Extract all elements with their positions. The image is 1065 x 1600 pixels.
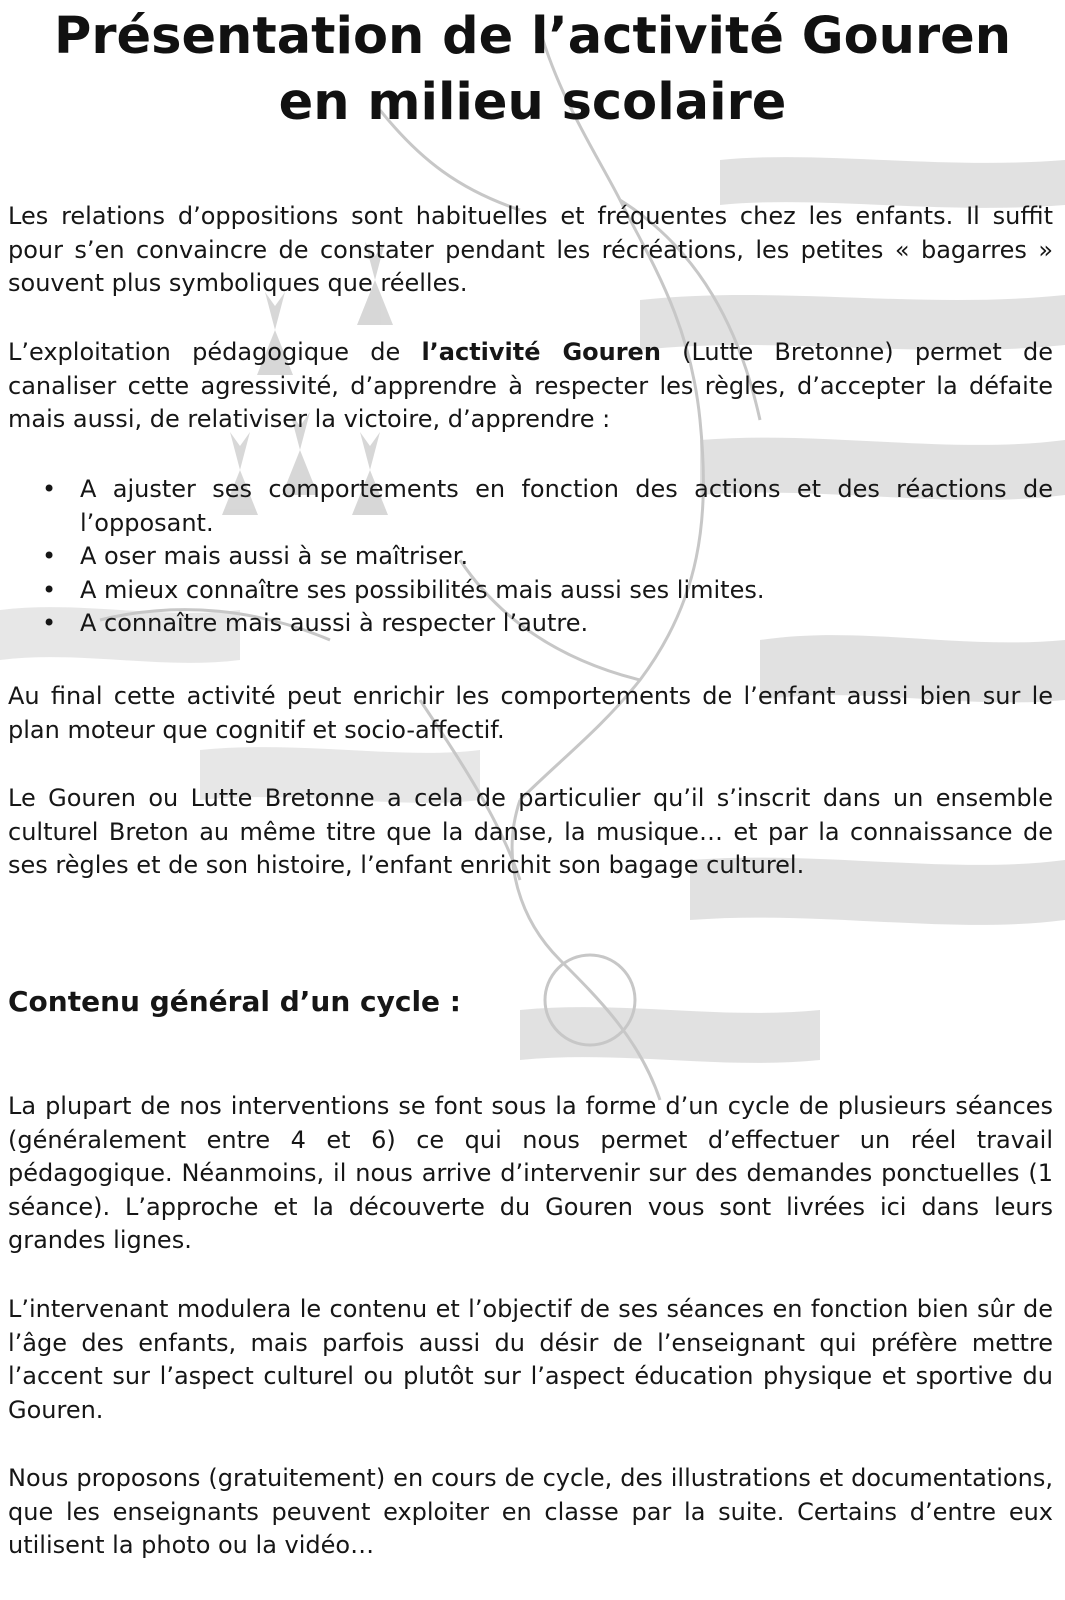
list-item-text: A connaître mais aussi à respecter l’autre. bbox=[80, 609, 589, 638]
bullet-marker: • bbox=[42, 475, 57, 503]
list-item bbox=[8, 607, 1053, 641]
activity-name-bold: l’activité Gouren bbox=[421, 338, 661, 366]
title-line-1: Présentation de l’activité Gouren bbox=[53, 7, 1012, 66]
list-item bbox=[8, 473, 1053, 540]
section-heading: Contenu général d’un cycle : bbox=[8, 985, 461, 1018]
learning-goals-list bbox=[8, 473, 1053, 641]
intro-paragraph: Les relations d’oppositions sont habituelles et fréquentes chez les enfants. Il suffit pour s’en convaincre de constater pendant les récréations, les petites « bagarres » souvent plus symboliques que réelles. bbox=[8, 202, 1053, 298]
culture-paragraph: Le Gouren ou Lutte Bretonne a cela de particulier qu’il s’inscrit dans un ensemble culturel Breton au même titre que la danse, la musique… et par la connaissance de ses règles et de son histoire, l’enfant enrichit son bagage culturel. bbox=[8, 784, 1053, 880]
bullet-marker: • bbox=[42, 609, 57, 638]
list-item-text: A mieux connaître ses possibilités mais aussi ses limites. bbox=[80, 575, 765, 604]
exploitation-text-start: L’exploitation pédagogique de bbox=[8, 338, 422, 366]
cycle-paragraph: La plupart de nos interventions se font sous la forme d’un cycle de plusieurs séances (généralement entre 4 et 6) ce qui nous permet d’effectuer un réel travail pédagogique. Néanmoins, il nous arrive d’intervenir sur des demandes ponctuelles (1 séance). L’approche et la découverte du Gouren vous sont livrées ici dans leurs grandes lignes. bbox=[8, 1092, 1053, 1255]
title-line-2: en milieu scolaire bbox=[278, 73, 787, 132]
list-item-text: A oser mais aussi à se maîtriser. bbox=[80, 542, 469, 571]
list-item-text: A ajuster ses comportements en fonction des actions et des réactions de l’opposant. bbox=[80, 475, 1053, 537]
exploitation-text-end: (Lutte Bretonne) permet de canaliser cette agressivité, d’apprendre à respecter les règles, d’accepter la défaite mais aussi, de relativiser la victoire, d’apprendre : bbox=[8, 338, 1054, 434]
document-title bbox=[0, 4, 1065, 136]
list-item bbox=[8, 540, 1053, 574]
list-item bbox=[8, 574, 1053, 608]
intervenant-paragraph: L’intervenant modulera le contenu et l’objectif de ses séances en fonction bien sûr de l’âge des enfants, mais parfois aussi du désir de l’enseignant qui préfère mettre l’accent sur l’aspect culturel ou plutôt sur l’aspect éducation physique et sportive du Gouren. bbox=[8, 1295, 1053, 1424]
bullet-marker: • bbox=[42, 542, 57, 571]
final-paragraph: Au final cette activité peut enrichir les comportements de l’enfant aussi bien sur le plan moteur que cognitif et socio-affectif. bbox=[8, 682, 1053, 744]
proposals-paragraph: Nous proposons (gratuitement) en cours de cycle, des illustrations et documentations, que les enseignants peuvent exploiter en classe par la suite. Certains d’entre eux utilisent la photo ou la vidéo… bbox=[8, 1464, 1053, 1560]
exploitation-paragraph bbox=[8, 336, 1053, 437]
bullet-marker: • bbox=[42, 575, 57, 604]
